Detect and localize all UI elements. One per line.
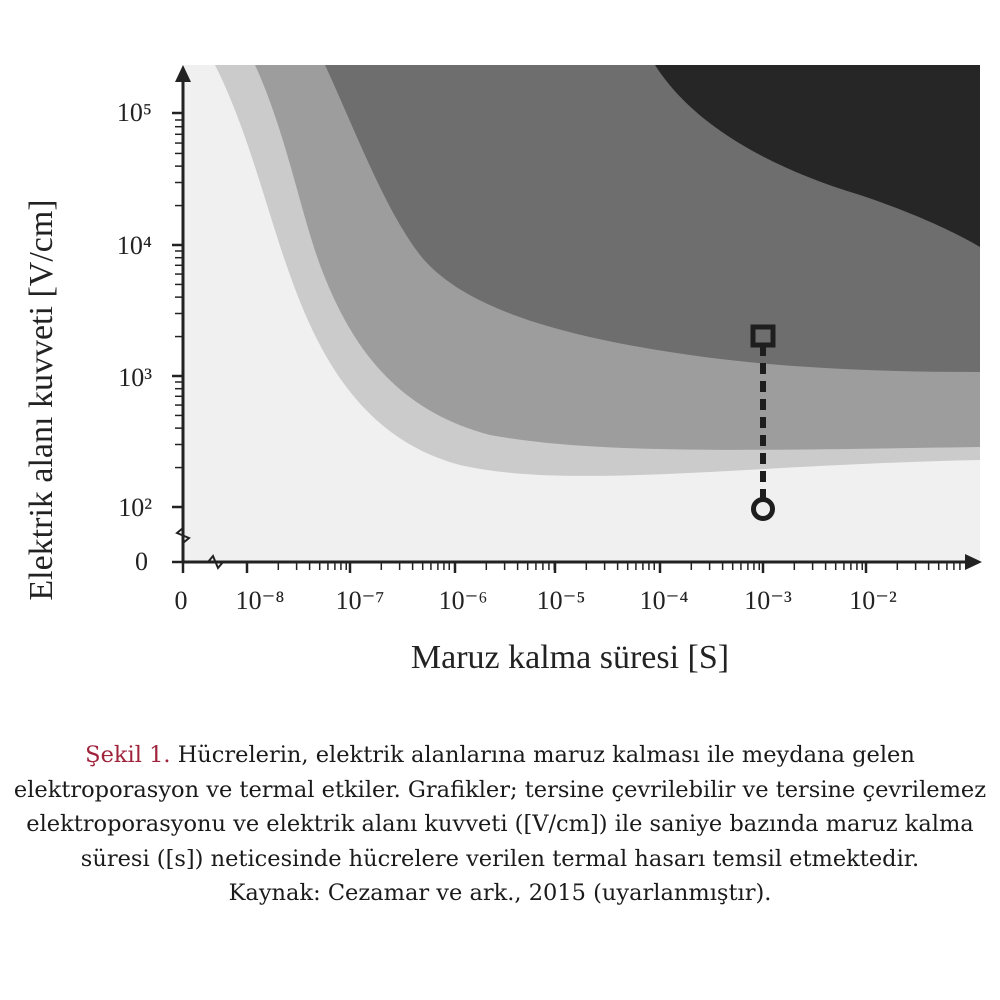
x-tick-label: 10⁻⁷: [335, 586, 385, 615]
caption-label: Şekil 1.: [85, 742, 171, 768]
x-tick-label: 10⁻⁵: [536, 586, 586, 615]
y-tick-label: 10⁴: [116, 231, 152, 260]
y-tick-label: 0: [135, 547, 148, 576]
y-tick-label: 10³: [118, 363, 152, 392]
caption-text: Hücrelerin, elektrik alanlarına maruz kalması ile meydana gelen elektroporasyon ve termal etkiler. Grafikler; tersine çevrilebilir ve tersine çevrilemez elektroporasyonu ve elektrik alanı kuvveti ([V/cm]) ile saniye bazında maruz kalma süresi ([s]) neticesinde hücrelere verilen termal hasarı temsil etmektedir.: [13, 742, 987, 872]
y-ticks: [172, 113, 183, 562]
x-tick-label: 10⁻³: [744, 586, 792, 615]
figure-caption: [10, 738, 990, 911]
y-tick-label: 10⁵: [116, 98, 152, 127]
y-tick-labels: [117, 98, 152, 576]
y-axis-title: Elektrik alanı kuvveti [V/cm]: [23, 199, 60, 601]
x-axis-title: Maruz kalma süresi [S]: [410, 639, 730, 676]
x-tick-label: 10⁻⁶: [438, 586, 488, 615]
contour-regions: [183, 65, 980, 562]
x-tick-label: 0: [174, 586, 188, 615]
x-tick-labels: [175, 586, 897, 615]
caption-source: Kaynak: Cezamar ve ark., 2015 (uyarlanmıştır).: [228, 880, 772, 906]
x-tick-label: 10⁻⁴: [639, 586, 689, 615]
y-tick-label: 10²: [118, 493, 152, 522]
x-ticks: [183, 562, 960, 573]
x-tick-label: 10⁻²: [849, 586, 897, 615]
x-tick-label: 10⁻⁸: [235, 586, 285, 615]
